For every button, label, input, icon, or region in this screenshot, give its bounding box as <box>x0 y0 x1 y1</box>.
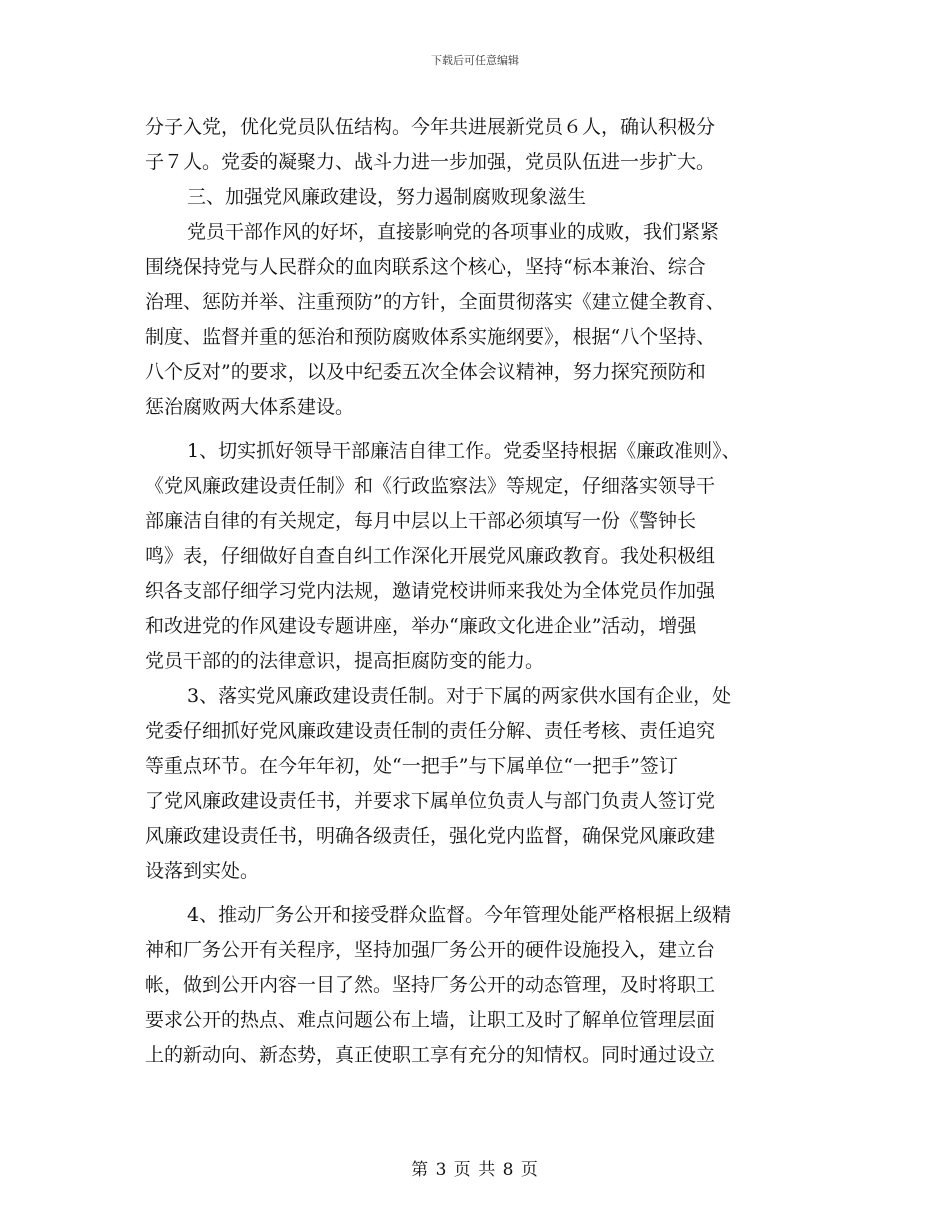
text-line: 制度、监督并重的惩治和预防腐败体系实施纲要》，根据“八个坚持、 <box>145 326 716 348</box>
text-line: 和改进党的作风建设专题讲座，举办“廉政文化进企业”活动，增强 <box>145 615 697 637</box>
text-line: 党员干部作风的好坏，直接影响党的各项事业的成败，我们紧紧 <box>187 221 720 243</box>
text-line: 《党风廉政建设责任制》和《行政监察法》等规定，仔细落实领导干 <box>145 475 716 497</box>
text-line: 党委仔细抓好党风廉政建设责任制的责任分解、责任考核、责任追究 <box>145 720 716 742</box>
section-heading <box>145 180 805 215</box>
text-line: 4、推动厂务公开和接受群众监督。今年管理处能严格根据上级精 <box>187 904 732 926</box>
text-line: 围绕保持党与人民群众的血肉联系这个核心，坚持“标本兼治、综合 <box>145 256 706 278</box>
text-line: 了党风廉政建设责任书，并要求下属单位负责人与部门负责人签订党 <box>145 790 716 812</box>
text-line: 上的新动向、新态势，真正使职工享有充分的知情权。同时通过设立 <box>145 1044 716 1066</box>
paragraph <box>145 110 805 180</box>
text-line: 三、加强党风廉政建设，努力遏制腐败现象滋生 <box>187 186 587 208</box>
text-line: 等重点环节。在今年年初，处“一把手”与下属单位“一把手”签订 <box>145 755 678 777</box>
text-line: 1、切实抓好领导干部廉洁自律工作。党委坚持根据《廉政准则》、 <box>187 440 741 462</box>
paragraph <box>145 215 805 425</box>
text-line: 惩治腐败两大体系建设。 <box>145 396 355 418</box>
text-line: 神和厂务公开有关程序，坚持加强厂务公开的硬件设施投入，建立台 <box>145 939 716 961</box>
text-line: 部廉洁自律的有关规定，每月中层以上干部必须填写一份《警钟长 <box>145 510 697 532</box>
paragraph <box>145 679 805 889</box>
text-line: 子７人。党委的凝聚力、战斗力进一步加强，党员队伍进一步扩大。 <box>145 151 716 173</box>
text-line: 风廉政建设责任书，明确各级责任，强化党内监督，确保党风廉政建 <box>145 825 716 847</box>
text-line: 织各支部仔细学习党内法规，邀请党校讲师来我处为全体党员作加强 <box>145 580 716 602</box>
text-line: 党员干部的的法律意识，提高拒腐防变的能力。 <box>145 650 545 672</box>
text-line: 分子入党，优化党员队伍结构。今年共进展新党员６人，确认积极分 <box>145 116 716 138</box>
paragraph <box>145 898 805 1073</box>
text-line: 帐，做到公开内容一目了然。坚持厂务公开的动态管理，及时将职工 <box>145 974 716 996</box>
page-number-footer: 第 3 页 共 8 页 <box>411 1160 539 1180</box>
text-line: 3、落实党风廉政建设责任制。对于下属的两家供水国有企业，处 <box>187 685 732 707</box>
page-header-note: 下载后可任意编辑 <box>431 54 519 67</box>
document-body <box>145 110 805 1073</box>
paragraph <box>145 434 805 679</box>
text-line: 鸣》表，仔细做好自查自纠工作深化开展党风廉政教育。我处积极组 <box>145 545 716 567</box>
text-line: 设落到实处。 <box>145 860 260 882</box>
text-line: 八个反对”的要求，以及中纪委五次全体会议精神，努力探究预防和 <box>145 361 706 383</box>
text-line: 要求公开的热点、难点问题公布上墙，让职工及时了解单位管理层面 <box>145 1009 716 1031</box>
text-line: 治理、惩防并举、注重预防”的方针，全面贯彻落实《建立健全教育、 <box>145 291 725 313</box>
